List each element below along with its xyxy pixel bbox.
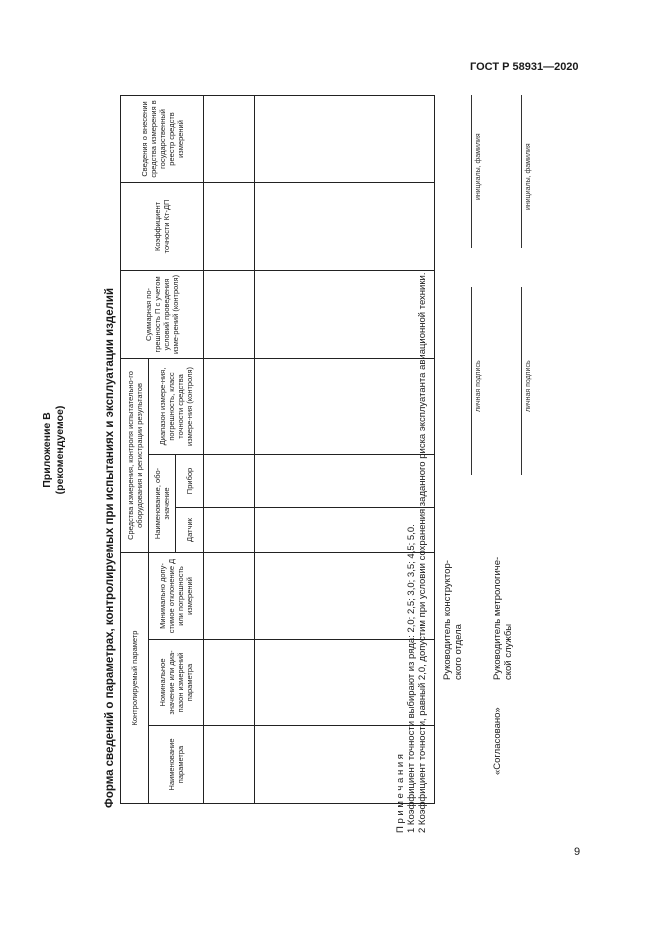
table-cell xyxy=(204,95,255,182)
table-cell xyxy=(204,454,255,507)
header-accuracy-coefficient: Коэффициент точности Кт-ДП xyxy=(121,182,204,270)
header-controlled-parameter: Контролируемый параметр xyxy=(121,552,149,803)
table-cell xyxy=(204,182,255,270)
table-cell xyxy=(204,358,255,454)
caption-personal-signature: личная подпись xyxy=(475,360,482,412)
header-designation: Наименование, обо-значение xyxy=(149,454,176,552)
name-line-1 xyxy=(471,95,472,248)
role2-line1: Руководитель метрологиче- xyxy=(492,556,503,680)
note-1: 1 Коэффициент точности выбирают из ряда: 2,0; 2,5; 3,0; 3,5; 4,5; 5,0. xyxy=(406,524,417,833)
header-measuring-means: Средства измерения, контроля испытательно-го оборудования и регистрации результатов xyxy=(121,358,149,552)
table-cell xyxy=(255,182,435,270)
table-cell xyxy=(204,552,255,639)
appendix-subtitle: (рекомендуемое) xyxy=(54,405,66,495)
header-min-deviation: Минимально допу-стимое отклонение Д или погрешность измерений xyxy=(149,552,204,639)
name-line-2 xyxy=(521,95,522,248)
role1-line2: ского отдела xyxy=(453,624,464,680)
parameters-form-table xyxy=(120,96,434,804)
form-title: Форма сведений о параметрах, контролируемых при испытаниях и эксплуатации изделий xyxy=(104,287,116,808)
table-cell xyxy=(255,95,435,182)
role1-line1: Руководитель конструктор- xyxy=(442,560,453,680)
signature-line-2 xyxy=(521,287,522,475)
caption-initials-surname: инициалы, фамилия xyxy=(475,133,482,200)
agreed-label: «Согласовано» xyxy=(492,707,503,775)
header-registry-info: Сведения о внесении средства измерения в государственный реестр средств измерений xyxy=(121,95,204,182)
header-measurement-range: Диапазон измере-ния, погрешность, класс точности средства измере-ния (контроля) xyxy=(149,358,204,454)
notes-heading: П р и м е ч а н и я xyxy=(395,754,406,833)
appendix-title: Приложение В xyxy=(41,412,53,488)
header-device: Прибор xyxy=(176,454,204,507)
table-cell xyxy=(204,507,255,552)
header-total-error: Суммарная по-грешность П с учетом условий проведения изме-рений (контроля) xyxy=(121,270,204,358)
caption-personal-signature: личная подпись xyxy=(525,360,532,412)
page-number: 9 xyxy=(574,846,581,858)
header-sensor: Датчик xyxy=(176,507,204,552)
document-code: ГОСТ Р 58931—2020 xyxy=(470,61,579,73)
signature-line-1 xyxy=(471,287,472,475)
role2-line2: ской службы xyxy=(503,623,514,680)
header-parameter-name: Наименование параметра xyxy=(149,726,204,804)
table-cell xyxy=(204,640,255,726)
caption-initials-surname: инициалы, фамилия xyxy=(525,143,532,210)
table-cell xyxy=(204,270,255,358)
header-nominal-value: Номинальное значение или диа-пазон измерений параметра xyxy=(149,640,204,726)
table-cell xyxy=(204,726,255,804)
note-2: 2 Коэффициент точности, равный 2,0, допустим при условии сохранения заданного риска эксплуатанта авиационной техники. xyxy=(417,272,428,833)
